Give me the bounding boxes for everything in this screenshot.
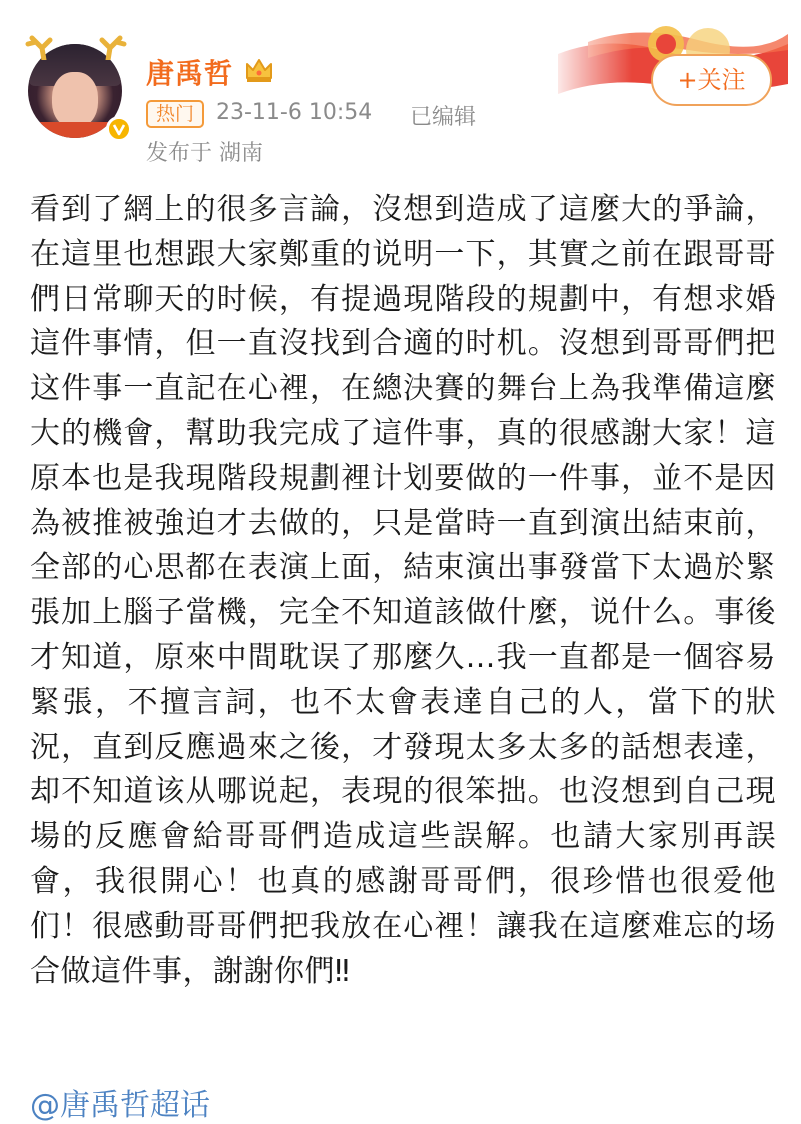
hot-tag: 热门	[146, 100, 204, 128]
verified-badge-icon	[106, 116, 132, 142]
antler-icon	[94, 34, 128, 60]
crown-icon	[244, 56, 274, 84]
avatar[interactable]	[24, 34, 130, 140]
post-timestamp: 23-11-6 10:54	[216, 100, 373, 125]
follow-button[interactable]: +关注	[651, 54, 772, 106]
supertopic-link[interactable]: @唐禹哲超话	[30, 1088, 210, 1123]
post-location: 发布于 湖南	[146, 141, 263, 166]
username[interactable]: 唐禹哲	[146, 57, 234, 90]
edited-label[interactable]: 已编辑	[410, 105, 477, 130]
antler-icon	[24, 34, 58, 60]
post-body: 看到了網上的很多言論，沒想到造成了這麼大的爭論，在這里也想跟大家鄭重的说明一下，其實之前在跟哥哥們日常聊天的时候，有提過現階段的規劃中，有想求婚這件事情，但一直沒找到合適的时机。沒想到哥哥們把这件事一直記在心裡，在總決賽的舞台上為我準備這麼大的機會，幫助我完成了這件事，真的很感謝大家！這原本也是我現階段規劃裡计划要做的一件事，並不是因為被推被強迫才去做的，只是當時一直到演出結束前，全部的心思都在表演上面，結束演出事發當下太過於緊張加上腦子當機，完全不知道該做什麼，说什么。事後才知道，原來中間耽误了那麼久…我一直都是一個容易緊張，不擅言詞，也不太會表達自己的人，當下的狀況，直到反應過來之後，才發現太多太多的話想表達，却不知道该从哪说起，表現的很笨拙。也沒想到自己現場的反應會給哥哥們造成這些誤解。也請大家別再誤會，我很開心！也真的感謝哥哥們，很珍惜也很爱他们！很感動哥哥們把我放在心裡！讓我在這麼难忘的场合做這件事，謝謝你們‼	[30, 192, 776, 989]
post-header	[0, 0, 801, 170]
